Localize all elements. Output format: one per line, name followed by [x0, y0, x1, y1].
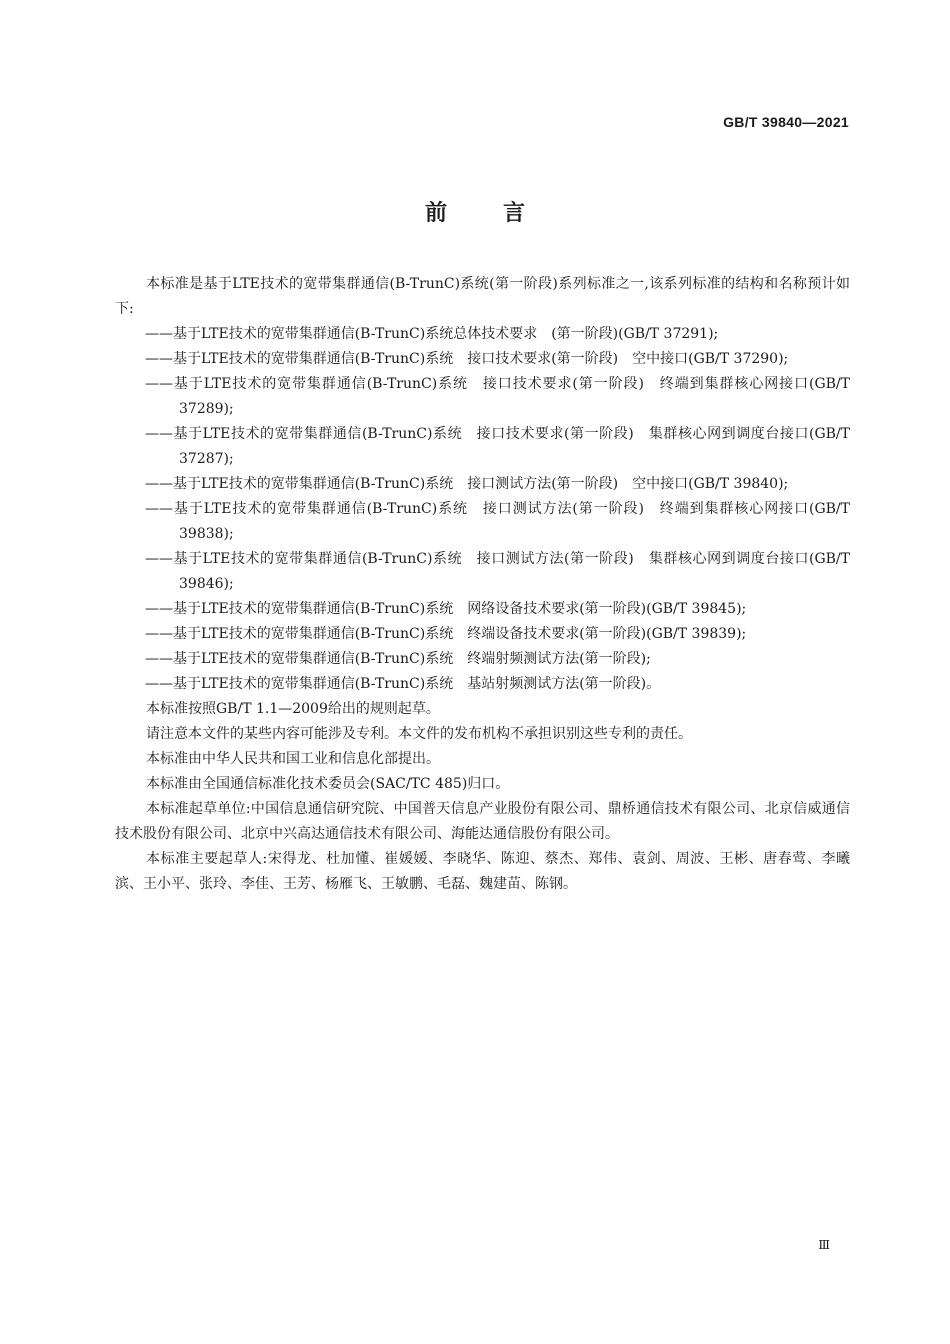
- list-item: ——基于LTE技术的宽带集群通信(B-TrunC)系统 接口测试方法(第一阶段) 空中接口(GB/T 39840);: [145, 476, 789, 492]
- list-item: ——基于LTE技术的宽带集群通信(B-TrunC)系统 接口测试方法(第一阶段) 集群核心网到调度台接口(GB/T 39846);: [145, 551, 850, 592]
- series-list: [115, 322, 850, 697]
- list-item: ——基于LTE技术的宽带集群通信(B-TrunC)系统 接口技术要求(第一阶段) 集群核心网到调度台接口(GB/T 37287);: [145, 426, 850, 467]
- list-item: ——基于LTE技术的宽带集群通信(B-TrunC)系统 接口技术要求(第一阶段) 终端到集群核心网接口(GB/T 37289);: [145, 376, 850, 417]
- list-item: ——基于LTE技术的宽带集群通信(B-TrunC)系统 网络设备技术要求(第一阶段)(GB/T 39845);: [145, 601, 747, 617]
- drafting-rules-statement: 本标准按照GB/T 1.1—2009给出的规则起草。: [146, 701, 440, 717]
- list-item: ——基于LTE技术的宽带集群通信(B-TrunC)系统总体技术要求 (第一阶段)(GB/T 37291);: [145, 326, 719, 342]
- foreword-body: [115, 272, 850, 897]
- list-item: ——基于LTE技术的宽带集群通信(B-TrunC)系统 基站射频测试方法(第一阶段)。: [145, 676, 661, 692]
- page-title: 前言: [424, 201, 581, 226]
- page-number: Ⅲ: [818, 1238, 830, 1252]
- drafters: 本标准主要起草人:宋得龙、杜加懂、崔媛媛、李晓华、陈迎、蔡杰、郑伟、袁剑、周波、王彬、唐春莺、李曦滨、王小平、张玲、李佳、王芳、杨雁飞、王敏鹏、毛磊、魏建苗、陈钢。: [115, 851, 850, 892]
- list-item: ——基于LTE技术的宽带集群通信(B-TrunC)系统 接口技术要求(第一阶段) 空中接口(GB/T 37290);: [145, 351, 789, 367]
- proposer-statement: 本标准由中华人民共和国工业和信息化部提出。: [146, 751, 440, 767]
- patent-notice: 请注意本文件的某些内容可能涉及专利。本文件的发布机构不承担识别这些专利的责任。: [146, 726, 692, 742]
- standard-code: GB/T 39840—2021: [723, 114, 849, 130]
- list-item: ——基于LTE技术的宽带集群通信(B-TrunC)系统 终端设备技术要求(第一阶段)(GB/T 39839);: [145, 626, 747, 642]
- intro-paragraph: 本标准是基于LTE技术的宽带集群通信(B-TrunC)系统(第一阶段)系列标准之一,该系列标准的结构和名称预计如下:: [115, 276, 850, 317]
- list-item: ——基于LTE技术的宽带集群通信(B-TrunC)系统 接口测试方法(第一阶段) 终端到集群核心网接口(GB/T 39838);: [145, 501, 850, 542]
- list-item: ——基于LTE技术的宽带集群通信(B-TrunC)系统 终端射频测试方法(第一阶段);: [145, 651, 651, 667]
- drafting-units: 本标准起草单位:中国信息通信研究院、中国普天信息产业股份有限公司、鼎桥通信技术有限公司、北京信威通信技术股份有限公司、北京中兴高达通信技术有限公司、海能达通信股份有限公司。: [115, 801, 850, 842]
- committee-statement: 本标准由全国通信标准化技术委员会(SAC/TC 485)归口。: [146, 776, 510, 792]
